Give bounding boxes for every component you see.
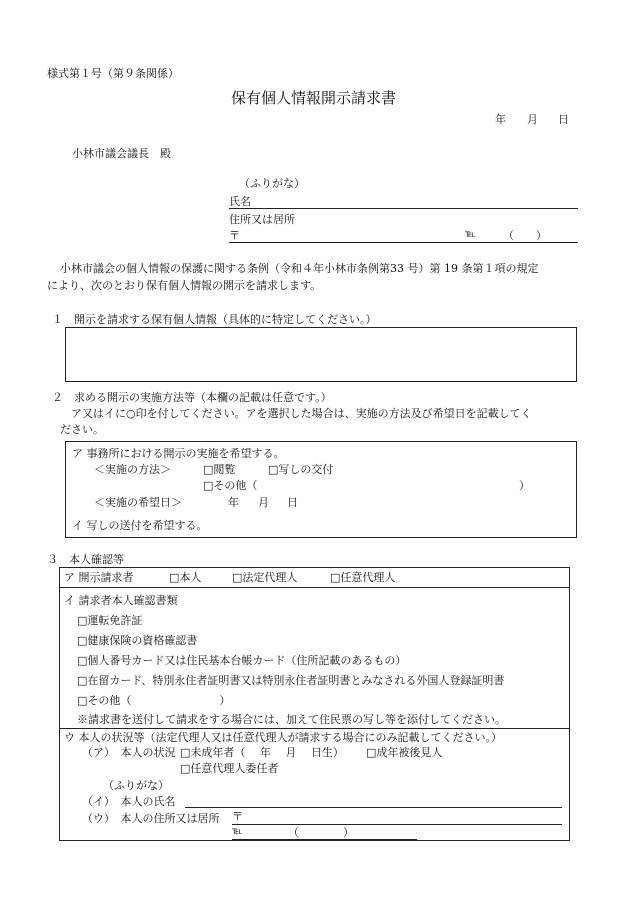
furigana-label: （ふりがな）	[239, 177, 305, 190]
requested-info-box[interactable]	[65, 327, 577, 382]
id-doc-checkbox[interactable]: □在留カード、特別永住者証明書又は特別永住者証明書とみなされる外国人登録証明書	[77, 674, 505, 687]
tel-parens: （ ）	[503, 229, 547, 242]
requester-legal-checkbox[interactable]: □法定代理人	[232, 571, 298, 584]
principal-tel-label: ℡	[232, 826, 243, 837]
hope-date-year: 年	[228, 496, 239, 509]
date-month: 月	[527, 113, 538, 126]
id-doc-checkbox[interactable]: □健康保険の資格確認書	[77, 634, 198, 647]
adult-ward-checkbox[interactable]: □成年被後見人	[366, 746, 443, 759]
id-doc-checkbox[interactable]: □運転免許証	[77, 614, 143, 627]
hope-date-day: 日	[287, 496, 298, 509]
principal-furigana: （ふりがな）	[103, 779, 169, 792]
principal-tel-parens: （ ）	[288, 826, 354, 839]
option-a[interactable]: ア 事務所における開示の実施を希望する。	[72, 447, 285, 460]
page-title: 保有個人情報開示請求書	[231, 89, 397, 107]
principal-name-field[interactable]	[185, 807, 562, 808]
id-docs-label: イ 請求者本人確認書類	[64, 594, 178, 607]
minor-checkbox[interactable]: □未成年者（ 年 月 日生）	[180, 746, 344, 759]
address-label: 住所又は居所	[229, 213, 295, 226]
requester-voluntary-checkbox[interactable]: □任意代理人	[330, 571, 396, 584]
name-label: 氏名	[229, 195, 251, 208]
principal-postal-mark: 〒	[232, 810, 243, 823]
method-other-close: ）	[519, 479, 530, 492]
requester-self-checkbox[interactable]: □本人	[169, 571, 202, 584]
delegator-checkbox[interactable]: □任意代理人委任者	[180, 762, 279, 775]
section3-heading: ３ 本人確認等	[47, 553, 124, 566]
date-label: ＜実施の希望日＞	[94, 496, 182, 509]
section1-heading: １ 開示を請求する保有個人情報（具体的に特定してください。）	[52, 313, 377, 326]
method-label: ＜実施の方法＞	[94, 463, 171, 476]
principal-address-label: （ウ） 本人の住所又は居所	[82, 812, 220, 825]
tel-label: ℡	[465, 229, 476, 240]
intro-line-2: により、次のとおり保有個人情報の開示を請求します。	[47, 279, 322, 292]
row-divider	[59, 728, 570, 729]
address-field[interactable]	[229, 242, 578, 243]
section2-note-line-1: ア又はイに○印を付してください。アを選択した場合は、実施の方法及び希望日を記載してく	[71, 407, 532, 420]
id-doc-checkbox[interactable]: □個人番号カード又は住民基本台帳カード（住所記載のあるもの）	[77, 654, 407, 667]
id-doc-checkbox[interactable]: □その他（ ）	[77, 694, 231, 707]
method-copy-checkbox[interactable]: □写しの交付	[268, 463, 334, 476]
principal-status-label: ウ 本人の状況等（法定代理人又は任意代理人が請求する場合にのみ記載してください。）	[64, 731, 502, 744]
section2-note-line-2: ださい。	[60, 423, 104, 436]
section2-heading: ２ 求める開示の実施方法等（本欄の記載は任意です。）	[52, 391, 332, 404]
postal-mark: 〒	[229, 229, 240, 242]
principal-address-field[interactable]	[232, 824, 562, 825]
id-doc-note: ※請求書を送付して請求をする場合には、加えて住民票の写し等を添付してください。	[77, 713, 506, 726]
requester-label: ア 開示請求者	[64, 571, 134, 584]
option-b[interactable]: イ 写しの送付を希望する。	[72, 519, 208, 532]
hope-date-month: 月	[258, 496, 269, 509]
method-view-checkbox[interactable]: □閲覧	[203, 463, 236, 476]
row-divider	[59, 587, 570, 588]
date-day: 日	[558, 113, 569, 126]
name-field[interactable]	[229, 208, 578, 209]
form-id: 様式第１号（第９条関係）	[47, 67, 179, 80]
intro-line-1: 小林市議会の個人情報の保護に関する条例（令和４年小林市条例第33 号）第 19 条第１項の規定	[60, 262, 539, 275]
principal-tel-field[interactable]	[232, 839, 417, 840]
date-year: 年	[495, 113, 506, 126]
principal-name-label: （イ） 本人の氏名	[82, 795, 176, 808]
principal-status-heading: （ア） 本人の状況	[82, 746, 176, 759]
method-other-checkbox[interactable]: □その他（	[203, 479, 258, 492]
addressee: 小林市議会議長 殿	[72, 147, 171, 160]
